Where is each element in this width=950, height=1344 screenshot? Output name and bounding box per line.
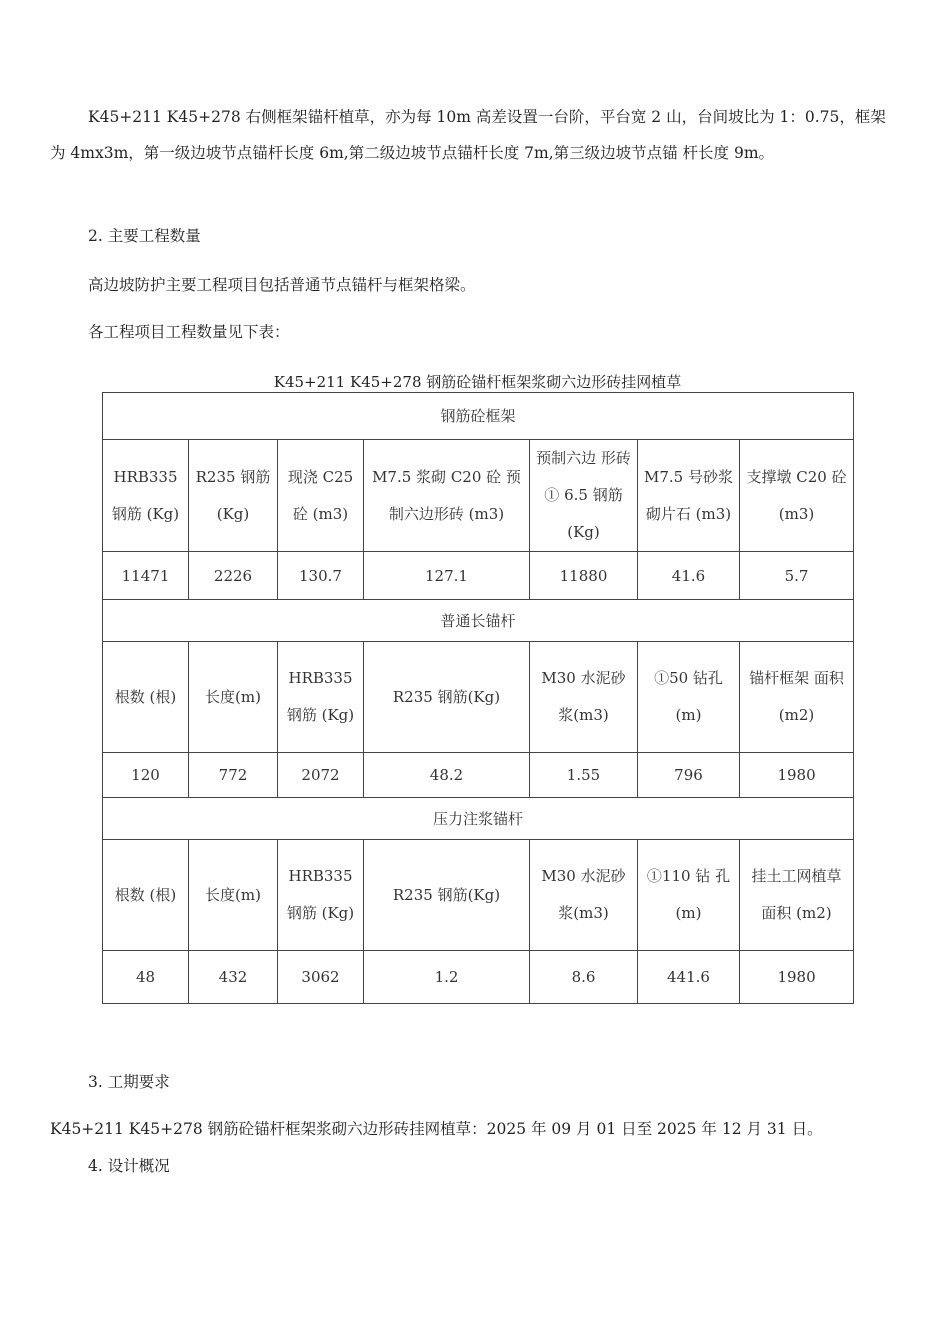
header-cell: ①50 钻孔 (m) (638, 642, 740, 753)
section-2-heading: 2. 主要工程数量 (88, 227, 201, 245)
value-cell: 2072 (278, 753, 364, 798)
value-cell: 1.2 (364, 951, 530, 1004)
header-cell: R235 钢筋(Kg) (364, 642, 530, 753)
header-cell: HRB335 钢筋 (Kg) (278, 840, 364, 951)
value-cell: 432 (189, 951, 278, 1004)
header-cell: 根数 (根) (103, 642, 189, 753)
header-cell: 预制六边 形砖① 6.5 钢筋(Kg) (530, 440, 638, 552)
value-row (103, 753, 854, 798)
section-4-heading: 4. 设计概况 (88, 1157, 170, 1175)
value-cell: 11880 (530, 552, 638, 600)
value-cell: 1980 (740, 951, 854, 1004)
section-2-paragraph-1: 高边坡防护主要工程项目包括普通节点锚杆与框架格梁。 (88, 276, 476, 294)
value-cell: 1980 (740, 753, 854, 798)
header-cell: R235 钢筋(Kg) (189, 440, 278, 552)
value-cell: 130.7 (278, 552, 364, 600)
value-cell: 772 (189, 753, 278, 798)
intro-paragraph: K45+211 K45+278 右侧框架锚杆植草，亦为每 10m 高差设置一台阶，平台宽 2 山，台间坡比为 1：0.75，框架为 4mx3m，第一级边坡节点锚杆长度 6m,第二级边坡节点锚杆长度 7m,第三级边坡节点锚 杆长度 9m。 (50, 108, 886, 162)
value-cell: 1.55 (530, 753, 638, 798)
header-cell: 挂土工网植草面积 (m2) (740, 840, 854, 951)
group-title-anchor: 普通长锚杆 (103, 600, 854, 642)
group-title-row (103, 600, 854, 642)
header-cell: 现浇 C25 砼 (m3) (278, 440, 364, 552)
value-cell: 48 (103, 951, 189, 1004)
header-cell: 长度(m) (189, 840, 278, 951)
header-row (103, 440, 854, 552)
value-cell: 3062 (278, 951, 364, 1004)
value-cell: 41.6 (638, 552, 740, 600)
header-cell: R235 钢筋(Kg) (364, 840, 530, 951)
header-row (103, 840, 854, 951)
header-row (103, 642, 854, 753)
header-cell: 支撑墩 C20 砼(m3) (740, 440, 854, 552)
table-caption: K45+211 K45+278 钢筋砼锚杆框架浆砌六边形砖挂网植草 (273, 373, 682, 391)
value-cell: 5.7 (740, 552, 854, 600)
header-cell: M7.5 浆砌 C20 砼 预制六边形砖 (m3) (364, 440, 530, 552)
header-cell: ①110 钻 孔 (m) (638, 840, 740, 951)
group-title-row (103, 393, 854, 440)
value-cell: 11471 (103, 552, 189, 600)
header-cell: HRB335 钢筋 (Kg) (103, 440, 189, 552)
value-cell: 8.6 (530, 951, 638, 1004)
group-title-frame: 钢筋砼框架 (103, 393, 854, 440)
value-cell: 796 (638, 753, 740, 798)
group-title-grouted-anchor: 压力注浆锚杆 (103, 798, 854, 840)
section-2-paragraph-2: 各工程项目工程数量见下表： (88, 323, 290, 341)
header-cell: M7.5 号砂浆砌片石 (m3) (638, 440, 740, 552)
group-title-row (103, 798, 854, 840)
value-cell: 120 (103, 753, 189, 798)
value-row (103, 552, 854, 600)
value-cell: 2226 (189, 552, 278, 600)
value-cell: 127.1 (364, 552, 530, 600)
header-cell: 锚杆框架 面积(m2) (740, 642, 854, 753)
value-cell: 441.6 (638, 951, 740, 1004)
header-cell: 根数 (根) (103, 840, 189, 951)
header-cell: 长度(m) (189, 642, 278, 753)
header-cell: M30 水泥砂浆(m3) (530, 840, 638, 951)
quantities-table (102, 392, 854, 1004)
header-cell: HRB335 钢筋 (Kg) (278, 642, 364, 753)
value-row (103, 951, 854, 1004)
section-3-heading: 3. 工期要求 (88, 1073, 170, 1091)
header-cell: M30 水泥砂浆(m3) (530, 642, 638, 753)
value-cell: 48.2 (364, 753, 530, 798)
section-3-paragraph: K45+211 K45+278 钢筋砼锚杆框架浆砌六边形砖挂网植草：2025 年 09 月 01 日至 2025 年 12 月 31 日。 (50, 1120, 823, 1138)
